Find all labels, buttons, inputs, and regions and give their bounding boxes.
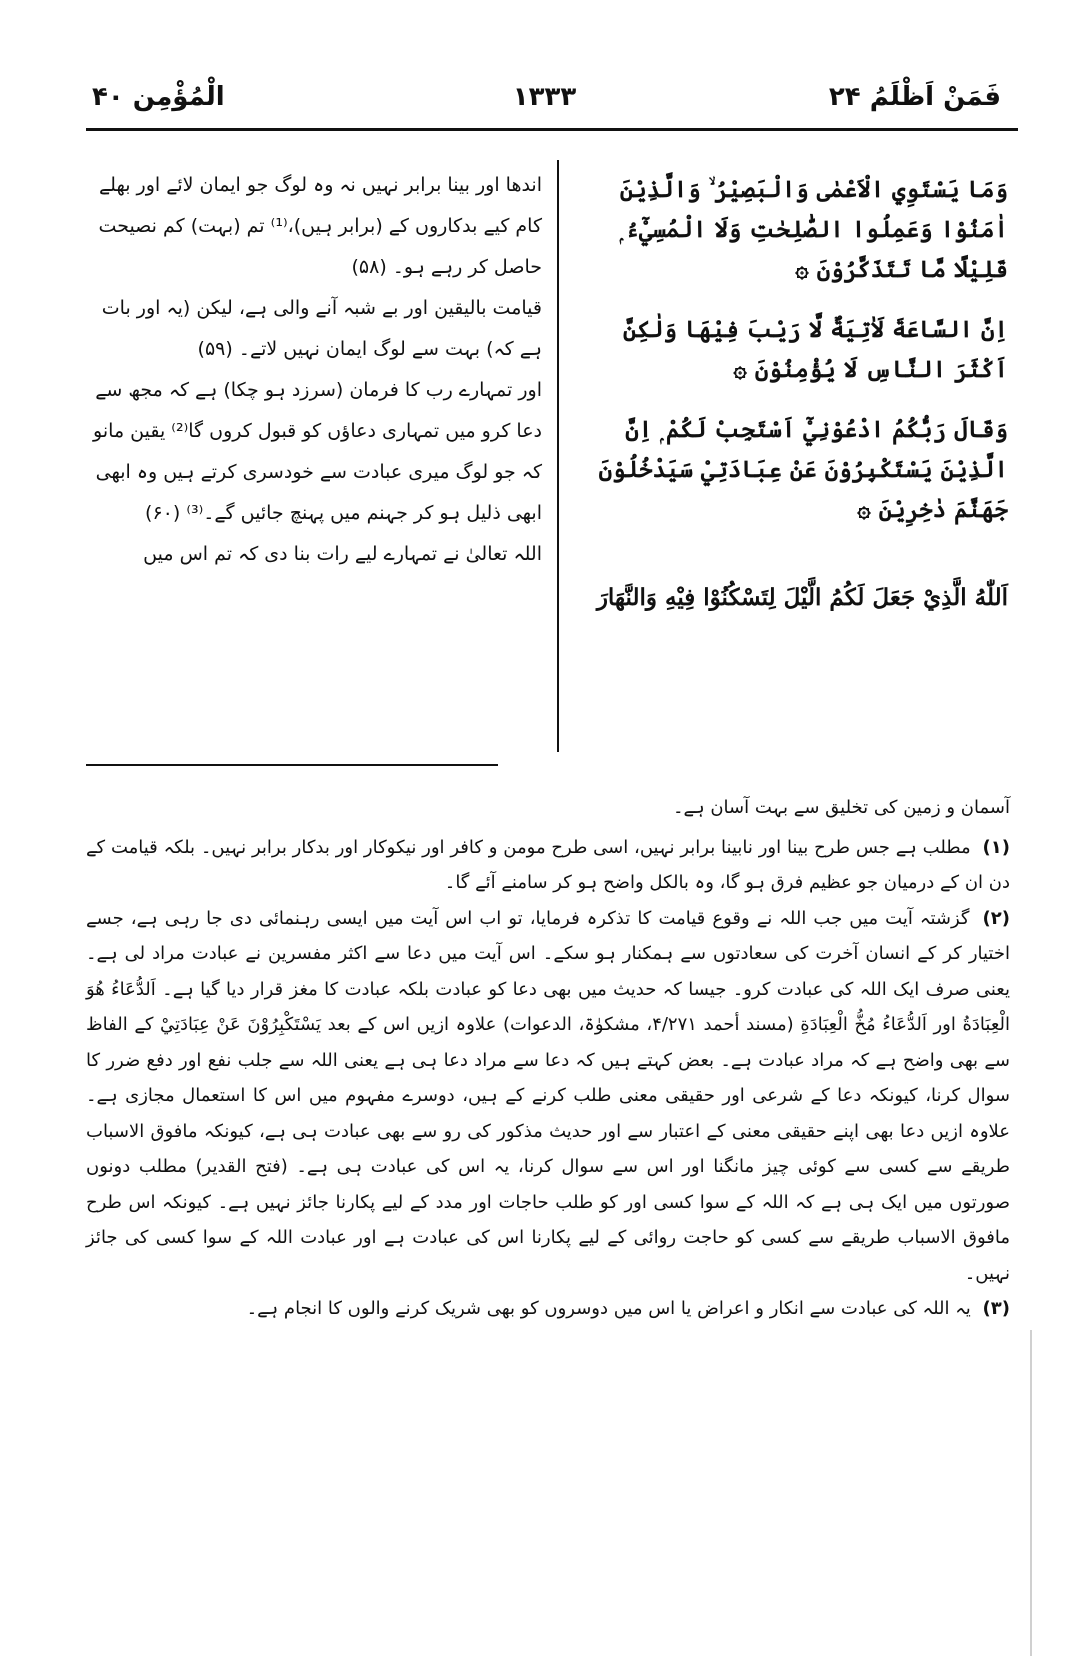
urdu-translation-58: اندھا اور بینا برابر نہیں نہ وہ لوگ جو ایمان لائے اور بھلے کام کیے بدکاروں کے (برابر ہیں)،⁽¹⁾ تم (بہت) کم نصیحت حاصل کر رہے ہو۔ (۵۸) <box>98 174 542 278</box>
footnote-continuation: آسمان و زمین کی تخلیق سے بہت آسان ہے۔ <box>672 797 1010 818</box>
footnote-number: (۱) <box>982 836 1010 858</box>
column-divider <box>557 160 559 752</box>
footnote-3 <box>86 1291 1010 1327</box>
footnote-1 <box>86 830 1010 901</box>
arabic-verse-61: اَللّٰهُ الَّذِيْ جَعَلَ لَكُمُ الَّيْلَ لِتَسْكُنُوْا فِيْهِ وَالنَّهَارَ <box>596 584 1008 611</box>
arabic-text-column <box>580 170 1008 638</box>
arabic-verse-60: وَقَالَ رَبُّكُمُ ادْعُوْنِيْٓ اَسْتَجِبْ لَكُمْ ۭ اِنَّ الَّذِيْنَ يَسْتَكْبِرُوْنَ عَنْ عِبَادَتِيْ سَيَدْخُلُوْنَ جَهَنَّمَ دٰخِرِيْنَ ۞ <box>598 416 1008 523</box>
footnote-number: (۳) <box>982 1298 1010 1319</box>
para-title: فَمَنْ اَظْلَمُ ۲۴ <box>828 82 1001 112</box>
page-edge <box>1030 1330 1032 1656</box>
surah-title: الْمُؤْمِن ۴۰ <box>92 82 225 112</box>
arabic-verse-59: اِنَّ السَّاعَةَ لَاٰتِيَةٌ لَّا رَيْبَ فِيْهَا وَلٰكِنَّ اَكْثَرَ النَّاسِ لَا يُؤْمِنُوْنَ ۞ <box>623 316 1008 383</box>
footnote-text: مطلب ہے جس طرح بینا اور نابینا برابر نہیں، اسی طرح مومن و کافر اور نیکوکار اور بدکار برابر نہیں۔ بلکہ قیامت کے دن ان کے درمیان جو عظیم فرق ہو گا، وہ بالکل واضح ہو کر سامنے آئے گا۔ <box>86 836 1010 893</box>
footnote-text: گزشتہ آیت میں جب اللہ نے وقوع قیامت کا تذکرہ فرمایا، تو اب اس آیت میں ایسی رہنمائی دی جا رہی ہے، جسے اختیار کر کے انسان آخرت کی سعادتوں سے ہمکنار ہو سکے۔ اس آیت میں دعا سے اکثر مفسرین نے عبادت مراد لی ہے۔ یعنی صرف ایک اللہ کی عبادت کرو۔ جیسا کہ حدیث میں بھی دعا کو عبادت بلکہ عبادت کا مغز قرار دیا گیا ہے۔ اَلدُّعَاءُ هُوَ الْعِبَادَةُ اور اَلدُّعَاءُ مُخُّ الْعِبَادَةِ (مسند أحمد ۴/۲۷۱، مشکوٰۃ، الدعوات) علاوہ ازیں اس کے بعد يَسْتَكْبِرُوْنَ عَنْ عِبَادَتِيْ کے الفاظ سے بھی واضح ہے کہ مراد عبادت ہے۔ بعض کہتے ہیں کہ دعا سے مراد دعا ہی ہے یعنی اللہ سے جلب نفع اور دفع ضرر کا سوال کرنا، کیونکہ دعا کے شرعی اور حقیقی معنی طلب کرنے کے ہیں، دوسرے مفہوم میں اس کا استعمال مجازی ہے۔ علاوہ ازیں دعا بھی اپنے حقیقی معنی کے اعتبار سے اور حدیث مذکور کی رو سے بھی عبادت ہی ہے، کیونکہ مافوق الاسباب طریقے سے کسی سے کوئی چیز مانگنا اور اس سے سوال کرنا، یہ اس کی عبادت ہی ہے۔ (فتح القدیر) مطلب دونوں صورتوں میں ایک ہی ہے کہ اللہ کے سوا کسی اور کو طلب حاجات اور مدد کے لیے پکارنا جائز نہیں ہے۔ کیونکہ اس طرح مافوق الاسباب طریقے سے کسی کو حاجت روائی کے لیے پکارنا اس کی عبادت ہے اور عبادت اللہ کے سوا کسی کی جائز نہیں۔ <box>86 907 1010 1284</box>
footnote-2 <box>86 901 1010 1292</box>
urdu-translation-61: اللہ تعالیٰ نے تمہارے لیے رات بنا دی کہ تم اس میں <box>143 543 542 565</box>
footnote-text: یہ اللہ کی عبادت سے انکار و اعراض یا اس میں دوسروں کو بھی شریک کرنے والوں کا انجام ہے۔ <box>246 1298 971 1319</box>
header-rule <box>86 128 1018 131</box>
footnotes <box>86 790 1010 1327</box>
urdu-translation-60: اور تمہارے رب کا فرمان (سرزد ہو چکا) ہے کہ مجھ سے دعا کرو میں تمہاری دعاؤں کو قبول کروں گا⁽²⁾ یقین مانو کہ جو لوگ میری عبادت سے خودسری کرتے ہیں وہ ابھی ابھی ذلیل ہو کر جہنم میں پہنچ جائیں گے۔⁽³⁾ (۶۰) <box>93 379 542 524</box>
arabic-verse-58: وَمَا يَسْتَوِي الْاَعْمٰى وَالْبَصِيْرُ ۙ وَالَّذِيْنَ اٰمَنُوْا وَعَمِلُوا الصّٰلِحٰتِ وَلَا الْمُسِيْٓءُ ۭ قَلِيْلًا مَّا تَتَذَكَّرُوْنَ ۞ <box>619 176 1008 283</box>
footnote-number: (۲) <box>982 907 1010 929</box>
urdu-translation-column <box>86 165 542 575</box>
urdu-translation-59: قیامت بالیقین اور بے شبہ آنے والی ہے، لیکن (یہ اور بات ہے کہ) بہت سے لوگ ایمان نہیں لاتے۔ (۵۹) <box>101 297 542 360</box>
footnote-rule <box>86 764 498 766</box>
page-number: ۱۳۳۳ <box>512 82 577 112</box>
